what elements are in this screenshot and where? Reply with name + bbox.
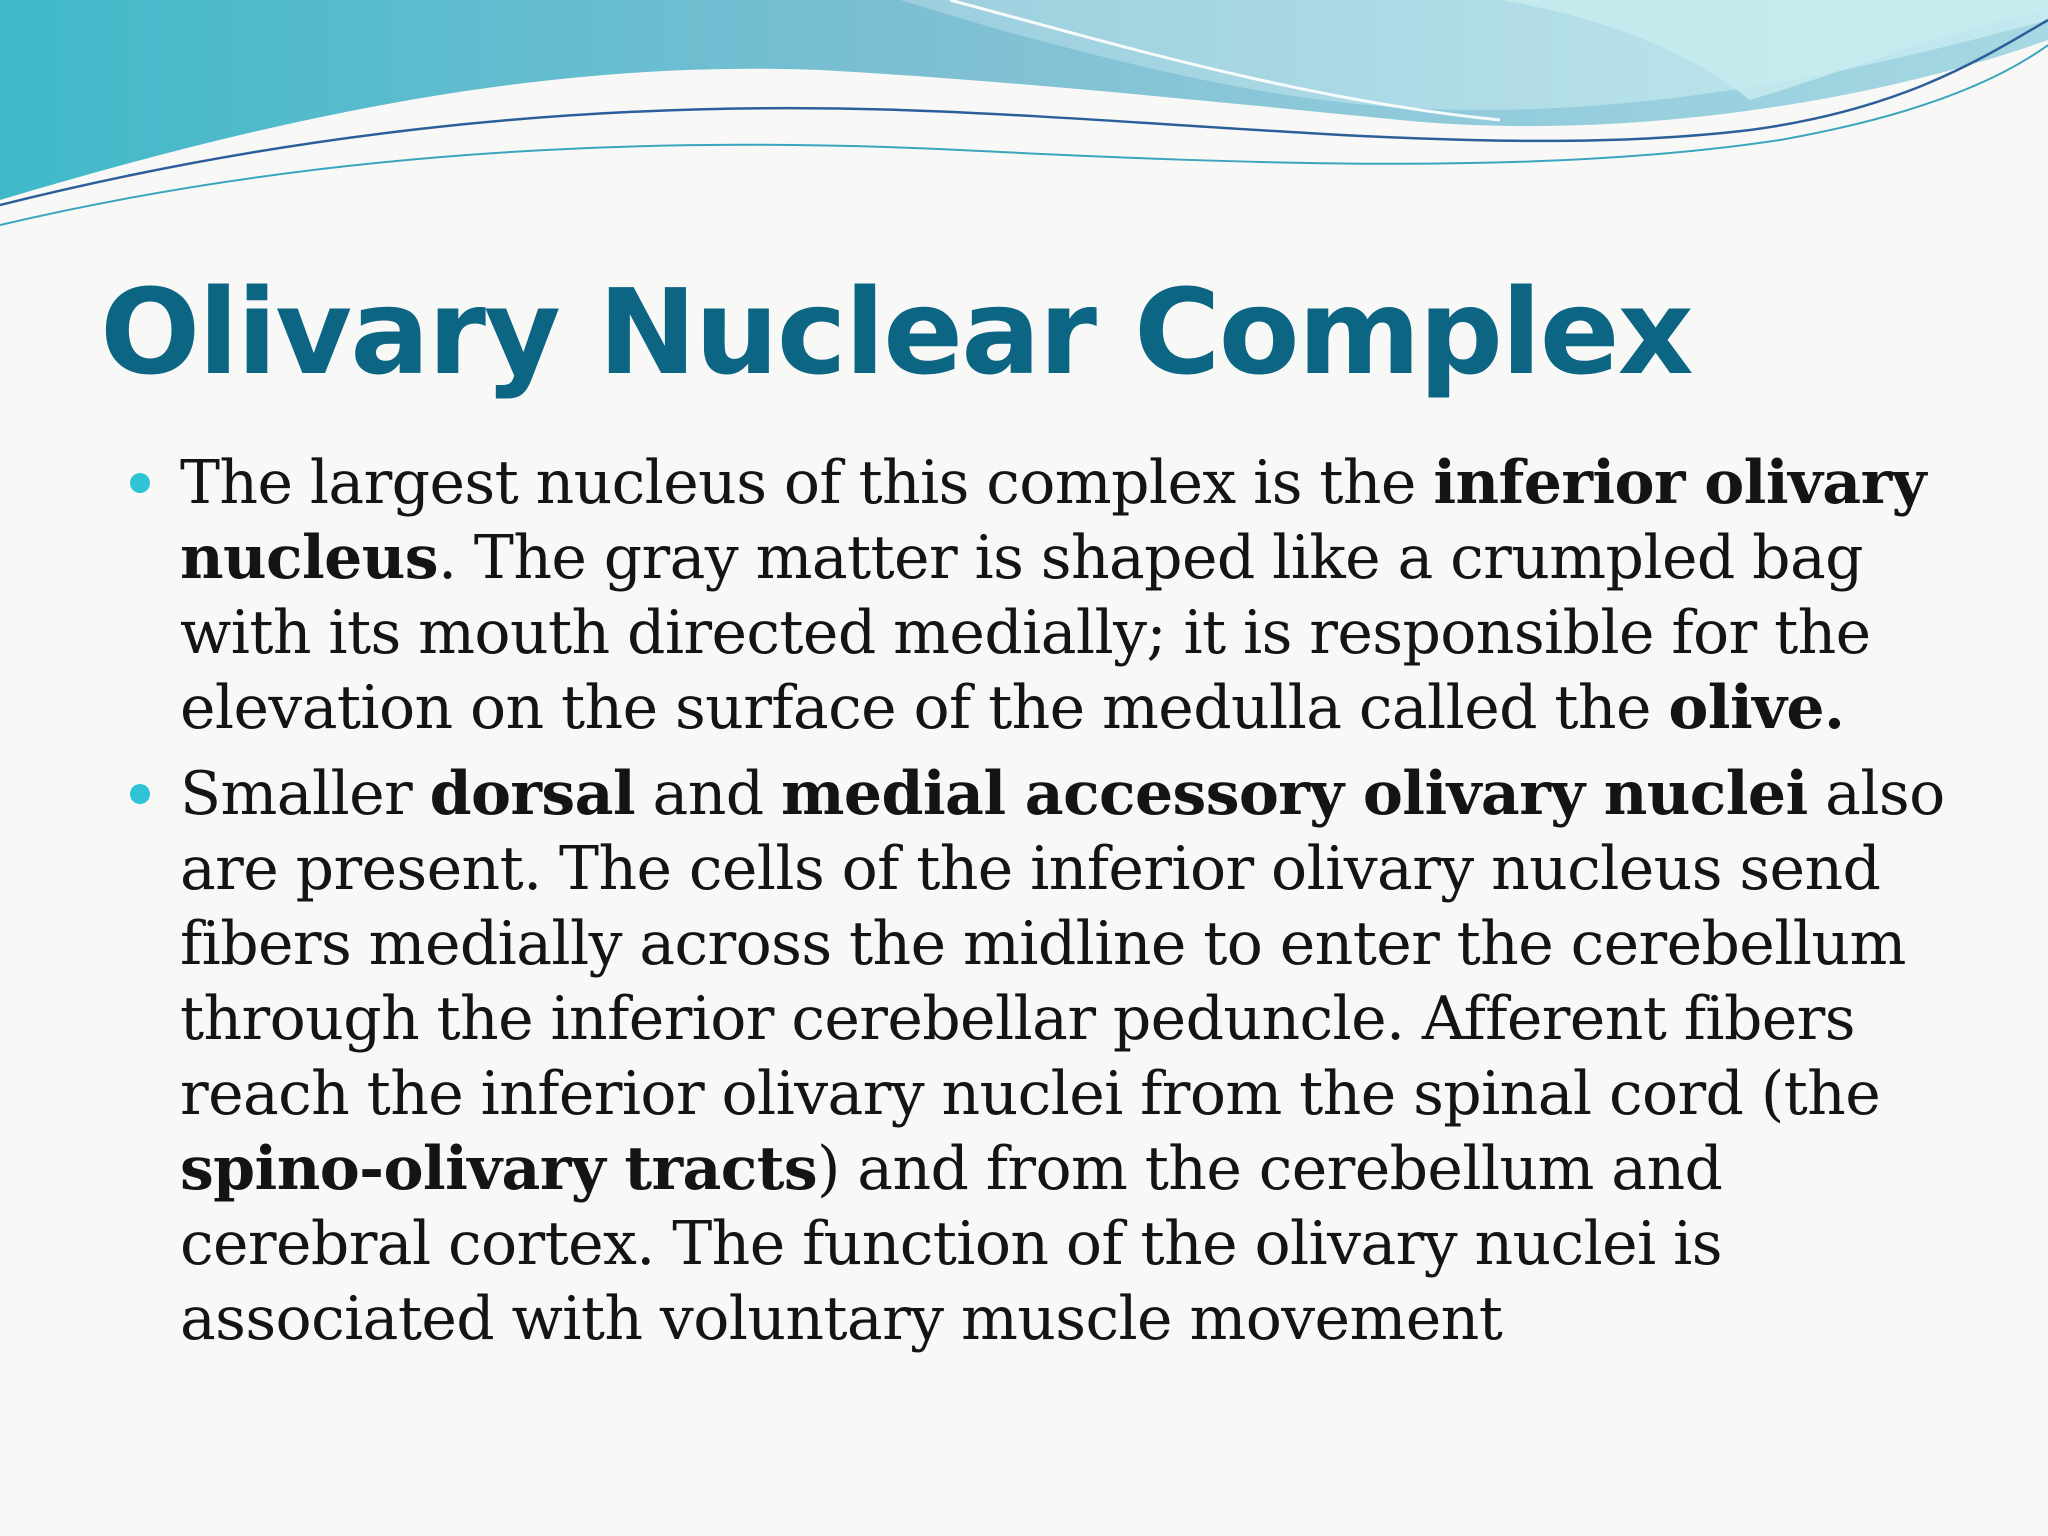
text-line (180, 832, 1930, 907)
text-run: elevation on the surface of the medulla called the (180, 673, 1669, 743)
text-line (180, 982, 1930, 1057)
bold-term: olive. (1668, 673, 1845, 743)
bold-term: inferior olivary (1433, 448, 1926, 518)
text-line (180, 1132, 1930, 1207)
text-line (180, 907, 1930, 982)
bold-term: medial accessory olivary nuclei (781, 759, 1808, 829)
bullet-dot-icon (130, 784, 150, 804)
text-line (180, 1282, 1930, 1357)
decorative-wave-header (0, 0, 2048, 240)
text-run: with its mouth directed medially; it is responsible for the (180, 598, 1871, 668)
text-run: associated with voluntary muscle movement (180, 1284, 1503, 1354)
text-line (180, 1057, 1930, 1132)
bullet-dot-icon (130, 473, 150, 493)
text-run: through the inferior cerebellar peduncle. Afferent fibers (180, 984, 1855, 1054)
text-line (180, 446, 1930, 521)
text-run: also (1807, 759, 1945, 829)
text-run: Smaller (180, 759, 430, 829)
bold-term: nucleus (180, 523, 438, 593)
bullet-item-accessory-olivary-nuclei (130, 757, 1945, 1357)
text-run: fibers medially across the midline to enter the cerebellum (180, 909, 1906, 979)
text-run: cerebral cortex. The function of the olivary nuclei is (180, 1209, 1722, 1279)
text-line (180, 596, 1930, 671)
text-run: reach the inferior olivary nuclei from the spinal cord (the (180, 1059, 1881, 1129)
bold-term: dorsal (429, 759, 636, 829)
text-line (180, 521, 1930, 596)
text-run: The largest nucleus of this complex is the (180, 448, 1434, 518)
bullet-list (130, 446, 1945, 1368)
bold-term: spino-olivary tracts (180, 1134, 818, 1204)
text-line (180, 671, 1930, 746)
text-run: and (635, 759, 782, 829)
text-line (180, 757, 1945, 832)
slide-title: Olivary Nuclear Complex (100, 263, 1692, 401)
text-run: . The gray matter is shaped like a crumpled bag (437, 523, 1863, 593)
text-run: ) and from the cerebellum and (817, 1134, 1723, 1204)
bullet-item-inferior-olivary-nucleus (130, 446, 1930, 746)
text-line (180, 1207, 1930, 1282)
text-run: are present. The cells of the inferior olivary nucleus send (180, 834, 1881, 904)
